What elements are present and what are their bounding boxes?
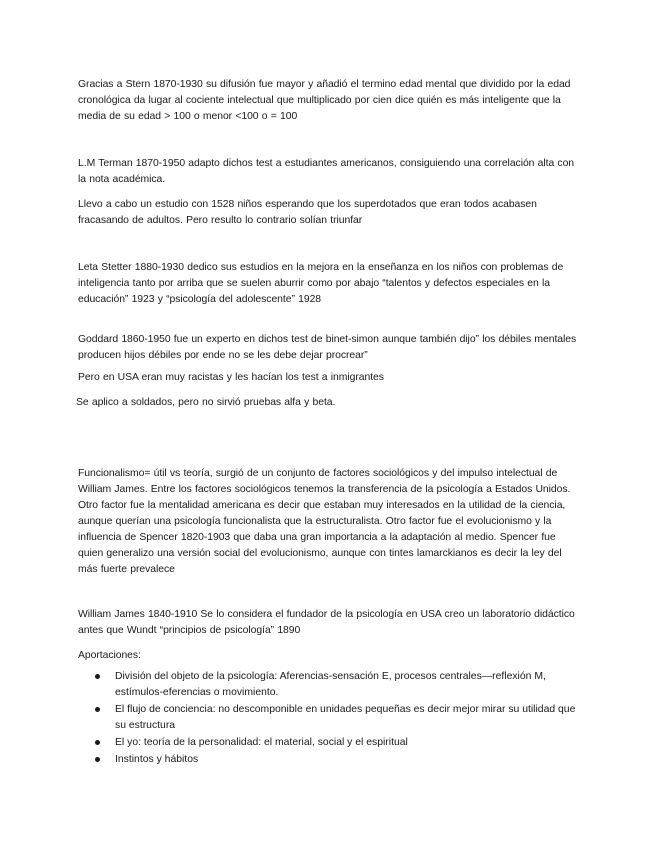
paragraph-stern: Gracias a Stern 1870-1930 su difusión fue mayor y añadió el termino edad mental que dividido por la edad cronológica da lugar al cociente intelectual que multiplicado por cien dice quién es más inteligente que la media de su edad > 100 o menor <100 o = 100 [78, 79, 571, 122]
paragraph-william-james: William James 1840-1910 Se lo considera el fundador de la psicología en USA creo un laboratorio didáctico antes que Wundt “principios de psicología” 1890 [78, 609, 575, 636]
paragraph-aportaciones-heading: Aportaciones: [78, 650, 141, 661]
list-item [78, 669, 578, 701]
paragraph-stetter: Leta Stetter 1880-1930 dedico sus estudios en la mejora en la enseñanza en los niños con problemas de inteligencia tanto por arriba que se suelen aburrir como por abajo “talentos y defectos especiales en la educación” 1923 y “psicología del adolescente” 1928 [78, 262, 564, 305]
bullet-dot-icon [95, 757, 100, 762]
list-item [78, 752, 578, 768]
paragraph-funcionalismo: Funcionalismo= útil vs teoría, surgió de un conjunto de factores sociológicos y del impulso intelectual de William James. Entre los factores sociológicos tenemos la transferencia de la psicología a Estados Unidos. Otro factor fue la mentalidad americana es decir que estaban muy interesados en la utilidad de la ciencia, aunque querían una psicología funcionalista que la estructuralista. Otro factor fue el evolucionismo y la influencia de Spencer 1820-1903 que daba una gran importancia a la adaptación al medio. Spencer fue quien generalizo una versión social del evolucionismo, aunque con tintes lamarckianos es decir la ley del más fuerte prevalece [78, 468, 571, 575]
paragraph-terman-study: Llevo a cabo un estudio con 1528 niños esperando que los superdotados que eran todos acabasen fracasando de adultos. Pero resulto lo contrario solían triunfar [78, 199, 537, 226]
paragraph-terman: L.M Terman 1870-1950 adapto dichos test a estudiantes americanos, consiguiendo una correlación alta con la nota académica. [78, 158, 575, 185]
list-item-text: Instintos y hábitos [115, 754, 199, 765]
paragraph-soldiers: Se aplico a soldados, pero no sirvió pruebas alfa y beta. [76, 397, 336, 408]
list-item-text: El yo: teoría de la personalidad: el material, social y el espiritual [115, 737, 408, 748]
list-item [78, 702, 578, 734]
bullet-dot-icon [95, 707, 100, 712]
aportaciones-list [78, 669, 578, 769]
list-item [78, 735, 578, 751]
paragraph-goddard: Goddard 1860-1950 fue un experto en dichos test de binet-simon aunque también dijo” los débiles mentales producen hijos débiles por ende no se les debe dejar procrear” [78, 334, 577, 361]
list-item-text: División del objeto de la psicología: Aferencias-sensación E, procesos centrales—reflexión M, estímulos-eferencias o movimiento. [115, 671, 546, 698]
paragraph-usa-racism: Pero en USA eran muy racistas y les hacían los test a inmigrantes [78, 372, 384, 383]
bullet-dot-icon [95, 674, 100, 679]
list-item-text: El flujo de conciencia: no descomponible en unidades pequeñas es decir mejor mirar su utilidad que su estructura [115, 704, 576, 731]
bullet-dot-icon [95, 740, 100, 745]
